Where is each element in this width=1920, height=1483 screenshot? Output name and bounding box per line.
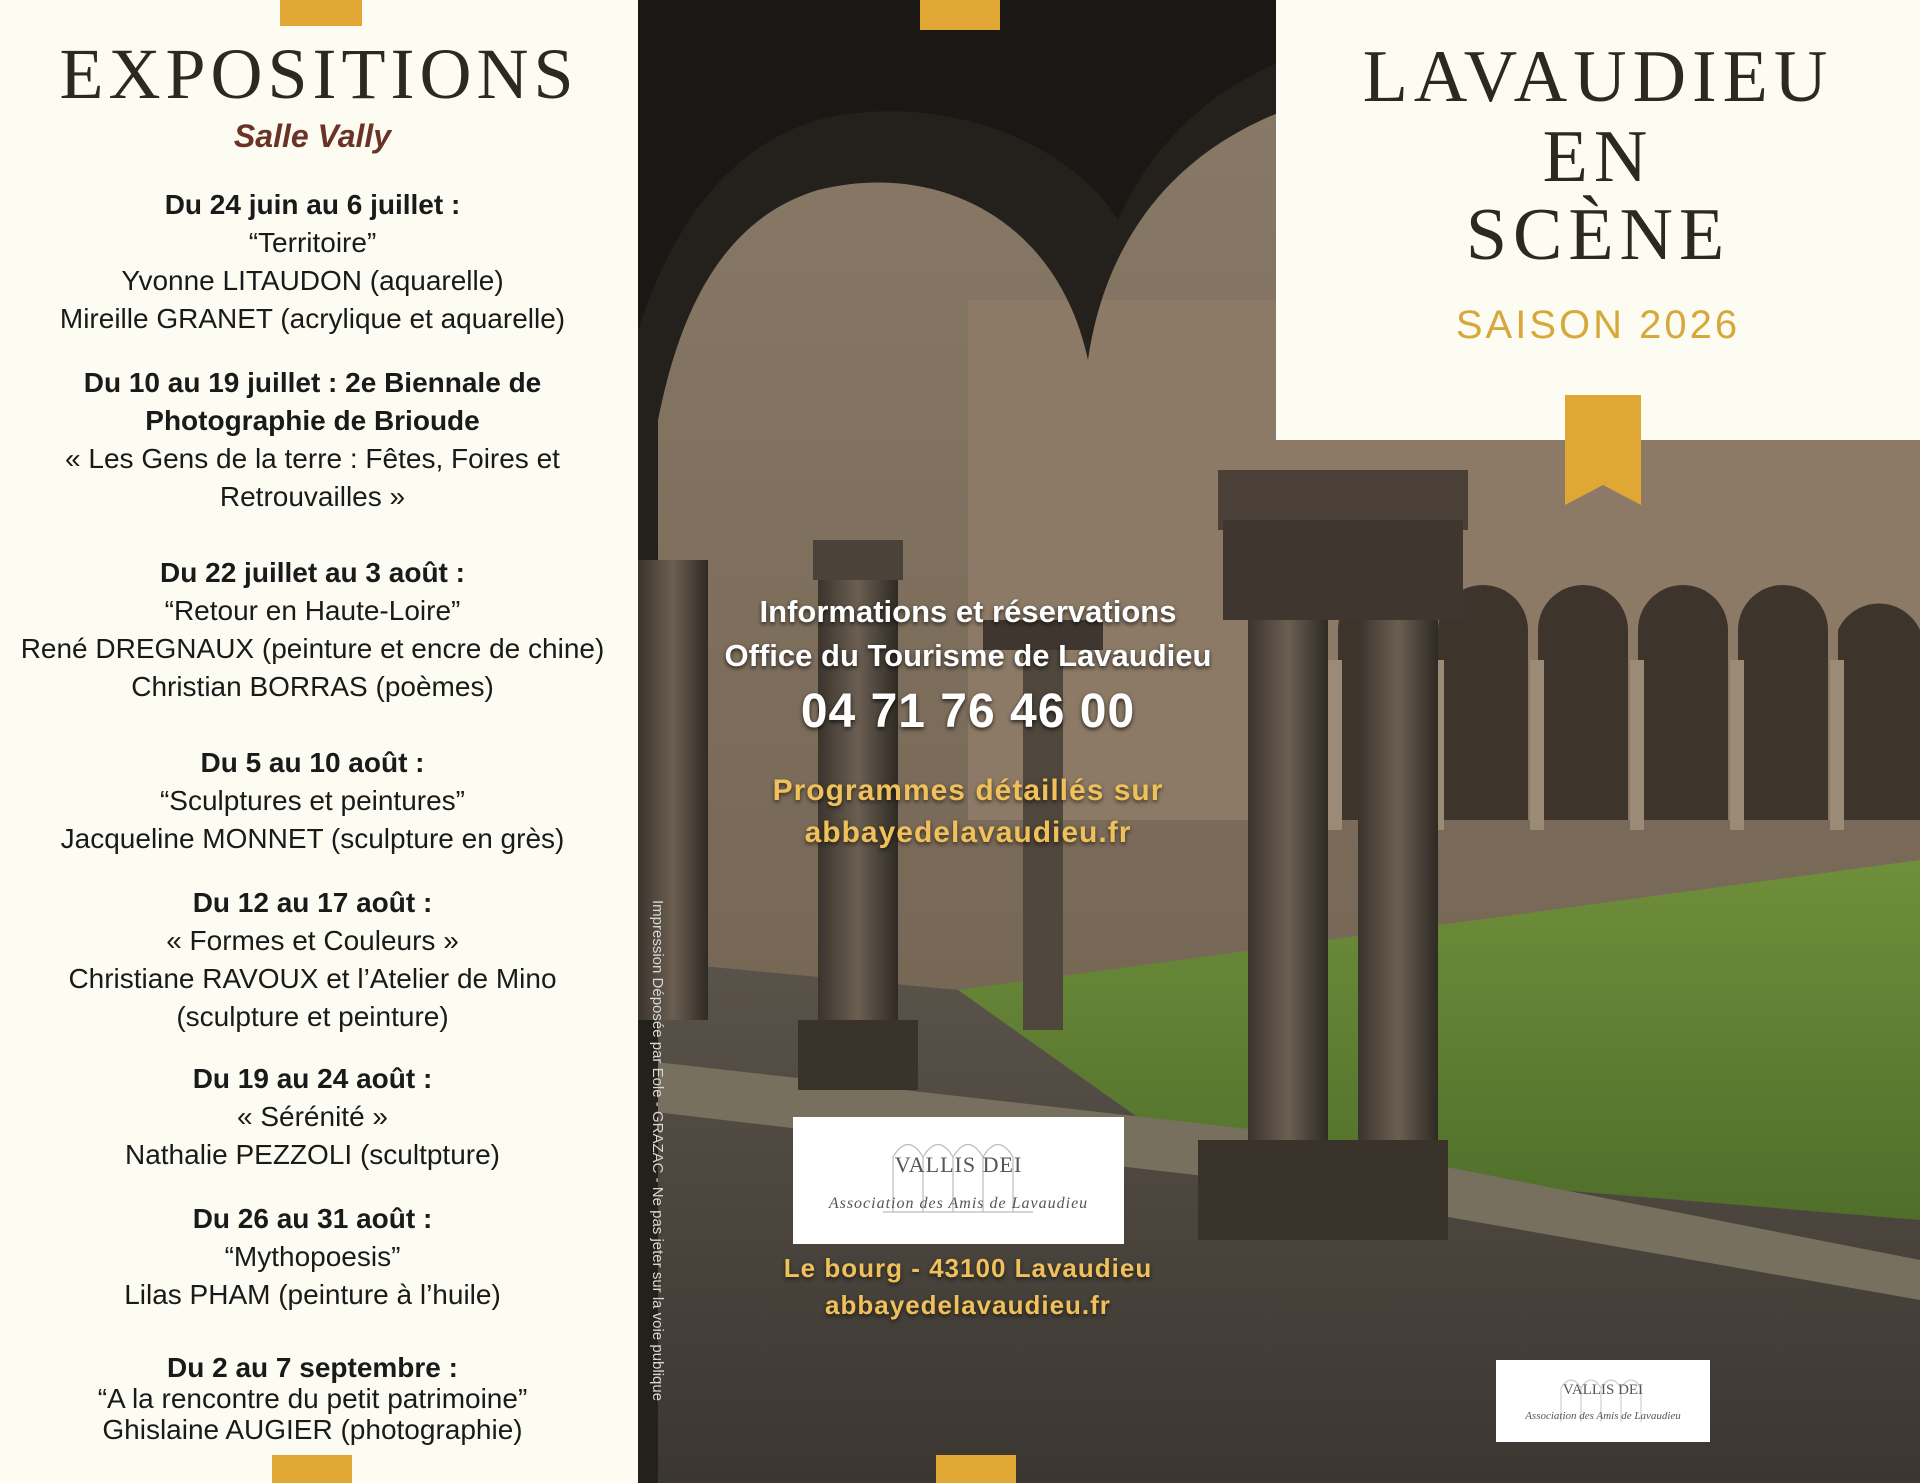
exhibition-line: Nathalie PEZZOLI (scultpture)	[124, 1139, 501, 1170]
vallis-dei-logo	[793, 1117, 1124, 1244]
bookmark-ribbon-icon	[1565, 395, 1641, 505]
exhibition-item	[0, 364, 625, 516]
logo-name: VALLIS DEI	[894, 1152, 1023, 1177]
exhibition-line: Lilas PHAM (peinture à l’huile)	[124, 1279, 501, 1310]
programs-website: abbayedelavaudieu.fr	[804, 816, 1132, 849]
exhibition-line: Jacqueline MONNET (sculpture en grès)	[60, 823, 565, 854]
exhibition-date: Du 24 juin au 6 juillet :	[164, 189, 461, 220]
exhibition-line: « Les Gens de la terre : Fêtes, Foires et	[65, 443, 560, 474]
logo-tagline: Association des Amis de Lavaudieu	[1525, 1410, 1681, 1422]
season-label: SAISON 2026	[1455, 303, 1741, 347]
vallis-dei-logo-small	[1496, 1360, 1710, 1442]
exhibition-line: Christiane RAVOUX et l’Atelier de Mino	[68, 963, 557, 994]
bottom-accent-tab	[936, 1455, 1016, 1483]
exhibition-line: « Formes et Couleurs »	[166, 925, 459, 956]
programs-text: Programmes détaillés sur	[772, 774, 1164, 807]
bottom-accent-tab	[272, 1455, 352, 1483]
exhibition-item	[0, 186, 625, 338]
exhibition-item	[0, 554, 625, 706]
exhibition-item	[0, 744, 625, 858]
phone-number: 04 71 76 46 00	[800, 685, 1136, 738]
venue-subtitle: Salle Vally	[233, 118, 392, 154]
programs-block	[638, 770, 1298, 854]
exhibition-line: Christian BORRAS (poèmes)	[131, 671, 494, 702]
exhibition-line: Mireille GRANET (acrylique et aquarelle)	[59, 303, 566, 334]
exhibition-date: Du 26 au 31 août :	[192, 1203, 433, 1234]
exhibition-line: “Sculptures et peintures”	[159, 785, 466, 816]
exhibition-line: René DREGNAUX (peinture et encre de chine)	[20, 633, 605, 664]
exhibition-item	[0, 1352, 625, 1445]
exhibition-item	[0, 1060, 625, 1174]
exhibition-line: Ghislaine AUGIER (photographie)	[102, 1414, 523, 1445]
exhibitions-title: EXPOSITIONS	[59, 34, 579, 114]
exhibition-line: “Retour en Haute-Loire”	[164, 595, 461, 626]
exhibition-date: Du 5 au 10 août :	[200, 747, 425, 778]
exhibition-date-cont: Photographie de Brioude	[145, 405, 480, 436]
exhibition-line: (sculpture et peinture)	[176, 1001, 449, 1032]
title-line-1: LAVAUDIEU	[1362, 36, 1834, 118]
top-accent-tab	[920, 0, 1000, 30]
vertical-printer-note	[648, 900, 670, 1460]
exhibition-date: Du 10 au 19 juillet : 2e Biennale de	[83, 367, 542, 398]
exhibition-line: Yvonne LITAUDON (aquarelle)	[121, 265, 504, 296]
info-office: Office du Tourisme de Lavaudieu	[724, 638, 1212, 673]
title-line-2: EN	[1542, 116, 1654, 198]
cloister-sketch-icon	[1496, 1360, 1710, 1442]
website: abbayedelavaudieu.fr	[825, 1290, 1111, 1320]
exhibition-date: Du 19 au 24 août :	[192, 1063, 433, 1094]
exhibition-date: Du 2 au 7 septembre :	[167, 1352, 458, 1383]
exhibition-line: “Territoire”	[248, 227, 377, 258]
info-heading: Informations et réservations	[759, 594, 1177, 629]
postal-address: Le bourg - 43100 Lavaudieu	[783, 1253, 1153, 1283]
logo-tagline: Association des Amis de Lavaudieu	[828, 1195, 1089, 1212]
exhibition-line: “A la rencontre du petit patrimoine”	[97, 1383, 528, 1414]
exhibitions-panel	[0, 0, 638, 1483]
top-accent-tab	[280, 0, 362, 26]
exhibition-item	[0, 1200, 625, 1314]
cloister-sketch-icon	[793, 1117, 1124, 1244]
logo-name: VALLIS DEI	[1562, 1382, 1644, 1398]
title-line-3: SCÈNE	[1465, 194, 1731, 276]
address-block	[638, 1250, 1298, 1324]
exhibition-line: “Mythopoesis”	[224, 1241, 401, 1272]
title-panel	[1276, 0, 1920, 440]
exhibition-date: Du 22 juillet au 3 août :	[160, 557, 465, 588]
printer-note-text: Impression Déposée par Eole - GRAZAC - Ne pas jeter sur la voie publique	[649, 900, 666, 1402]
exhibition-date: Du 12 au 17 août :	[192, 887, 433, 918]
exhibition-line: « Sérénité »	[237, 1101, 388, 1132]
exhibition-line: Retrouvailles »	[219, 481, 406, 512]
exhibition-item	[0, 884, 625, 1036]
info-block	[638, 590, 1298, 739]
